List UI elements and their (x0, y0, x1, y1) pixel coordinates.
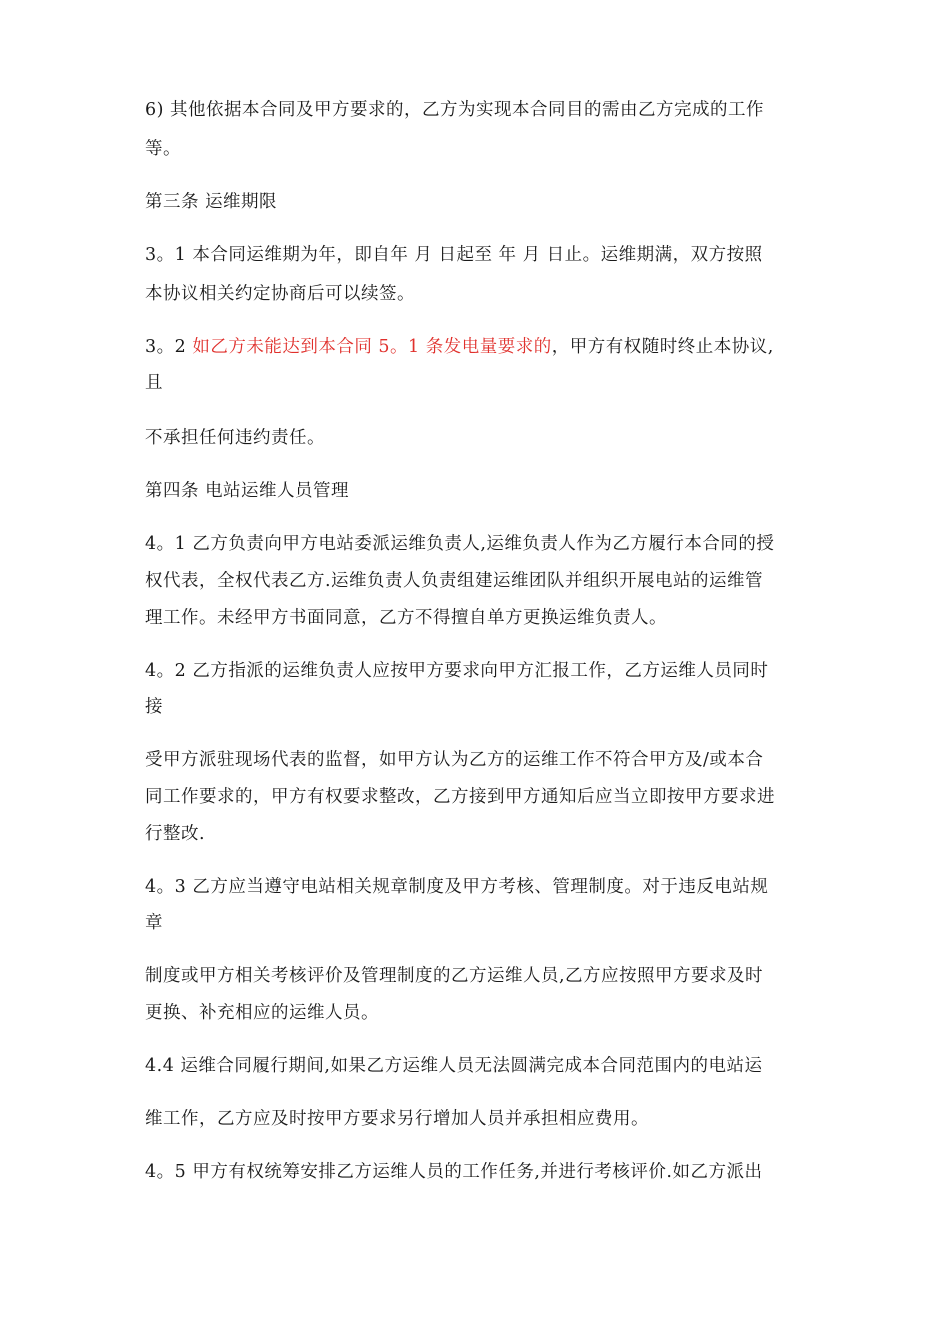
clause-4-1-line-2: 权代表，全权代表乙方.运维负责人负责组建运维团队并组织开展电站的运维管 (145, 571, 764, 591)
clause-4-2-line-2: 接 (145, 697, 163, 717)
clause-4-2-line-4: 同工作要求的，甲方有权要求整改，乙方接到甲方通知后应当立即按甲方要求进 (145, 787, 775, 807)
clause-3-2-line-3: 不承担任何违约责任。 (145, 428, 325, 448)
clause-4-3-line-2: 章 (145, 913, 163, 933)
clause-3-1-line-2: 本协议相关约定协商后可以续签。 (145, 284, 415, 304)
article-4-heading: 第四条 电站运维人员管理 (145, 481, 350, 501)
clause-6-line-2: 等。 (145, 139, 181, 159)
clause-3-2-text: ，甲方有权随时终止本协议, (551, 337, 774, 357)
clause-4-5-line-1: 4。5 甲方有权统筹安排乙方运维人员的工作任务,并进行考核评价.如乙方派出 (145, 1162, 763, 1182)
clause-3-2-line-1 (145, 335, 774, 359)
clause-4-3-line-4: 更换、补充相应的运维人员。 (145, 1003, 379, 1023)
clause-4-2-line-1: 4。2 乙方指派的运维负责人应按甲方要求向甲方汇报工作，乙方运维人员同时 (145, 661, 769, 681)
clause-4-3-line-3: 制度或甲方相关考核评价及管理制度的乙方运维人员,乙方应按照甲方要求及时 (145, 966, 764, 986)
clause-4-4-line-1: 4.4 运维合同履行期间,如果乙方运维人员无法圆满完成本合同范围内的电站运 (145, 1056, 763, 1076)
article-3-heading: 第三条 运维期限 (145, 192, 278, 212)
clause-4-2-line-5: 行整改. (145, 824, 206, 844)
highlighted-condition: 如乙方未能达到本合同 5。1 条发电量要求的 (192, 337, 552, 357)
clause-4-2-line-3: 受甲方派驻现场代表的监督，如甲方认为乙方的运维工作不符合甲方及/或本合 (145, 750, 764, 770)
clause-4-3-line-1: 4。3 乙方应当遵守电站相关规章制度及甲方考核、管理制度。对于违反电站规 (145, 877, 769, 897)
clause-4-1-line-3: 理工作。未经甲方书面同意，乙方不得擅自单方更换运维负责人。 (145, 608, 667, 628)
clause-3-2-line-2: 且 (145, 373, 163, 393)
clause-6-line-1: 6) 其他依据本合同及甲方要求的，乙方为实现本合同目的需由乙方完成的工作 (145, 100, 765, 120)
clause-3-1-line-1: 3。1 本合同运维期为年，即自年 月 日起至 年 月 日止。运维期满，双方按照 (145, 245, 763, 265)
clause-3-2-number: 3。2 (145, 337, 193, 357)
clause-4-1-line-1: 4。1 乙方负责向甲方电站委派运维负责人,运维负责人作为乙方履行本合同的授 (145, 534, 775, 554)
clause-4-4-line-2: 维工作，乙方应及时按甲方要求另行增加人员并承担相应费用。 (145, 1109, 649, 1129)
